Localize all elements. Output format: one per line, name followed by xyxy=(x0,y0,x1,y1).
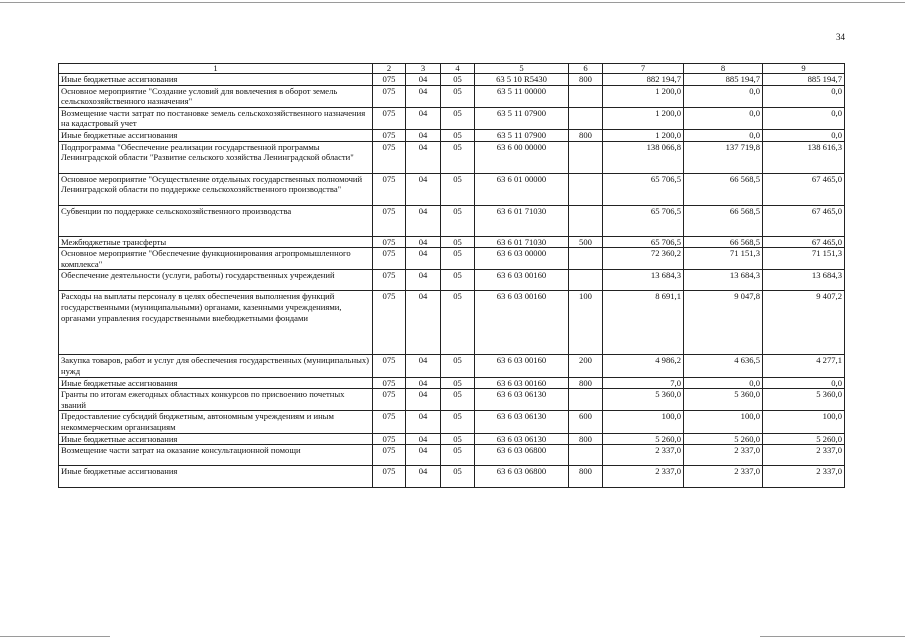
expense-type-cell: 600 xyxy=(569,411,603,433)
amount-year2-cell: 885 194,7 xyxy=(684,74,763,86)
amount-year2-cell: 5 260,0 xyxy=(684,433,763,445)
section-cell: 04 xyxy=(406,85,441,107)
section-cell: 04 xyxy=(406,466,441,488)
amount-year2-cell: 0,0 xyxy=(684,107,763,129)
section-cell: 04 xyxy=(406,411,441,433)
amount-year2-cell: 0,0 xyxy=(684,85,763,107)
amount-year3-cell: 67 465,0 xyxy=(763,236,845,248)
table-row xyxy=(59,466,845,488)
column-header: 3 xyxy=(406,64,441,74)
code-cell: 075 xyxy=(373,141,406,173)
amount-year2-cell: 0,0 xyxy=(684,129,763,141)
row-name-cell: Обеспечение деятельности (услуги, работы) государственных учреждений xyxy=(59,270,373,291)
expense-type-cell xyxy=(569,173,603,205)
amount-year1-cell: 65 706,5 xyxy=(603,236,684,248)
section-cell: 04 xyxy=(406,270,441,291)
table-row xyxy=(59,445,845,466)
section-cell: 04 xyxy=(406,236,441,248)
row-name-cell: Возмещение части затрат по постановке земель сельскохозяйственного назначения на кадастровый учет xyxy=(59,107,373,129)
section-cell: 04 xyxy=(406,355,441,377)
row-name-cell: Подпрограмма "Обеспечение реализации государственной программы Ленинградской области "Развитие сельского хозяйства Ленинградской области" xyxy=(59,141,373,173)
column-header: 9 xyxy=(763,64,845,74)
table-row xyxy=(59,270,845,291)
expense-type-cell xyxy=(569,248,603,270)
target-article-cell: 63 6 00 00000 xyxy=(475,141,569,173)
code-cell: 075 xyxy=(373,248,406,270)
subsection-cell: 05 xyxy=(441,129,475,141)
section-cell: 04 xyxy=(406,74,441,86)
section-cell: 04 xyxy=(406,173,441,205)
code-cell: 075 xyxy=(373,355,406,377)
subsection-cell: 05 xyxy=(441,270,475,291)
amount-year2-cell: 71 151,3 xyxy=(684,248,763,270)
table-row xyxy=(59,173,845,205)
amount-year1-cell: 2 337,0 xyxy=(603,445,684,466)
section-cell: 04 xyxy=(406,107,441,129)
target-article-cell: 63 6 01 71030 xyxy=(475,236,569,248)
amount-year1-cell: 65 706,5 xyxy=(603,205,684,236)
expense-type-cell: 800 xyxy=(569,129,603,141)
code-cell: 075 xyxy=(373,377,406,389)
row-name-cell: Основное мероприятие "Обеспечение функционирования агропромышленного комплекса" xyxy=(59,248,373,270)
amount-year3-cell: 13 684,3 xyxy=(763,270,845,291)
table-row xyxy=(59,291,845,355)
column-header: 2 xyxy=(373,64,406,74)
amount-year2-cell: 5 360,0 xyxy=(684,389,763,411)
table-row xyxy=(59,433,845,445)
code-cell: 075 xyxy=(373,236,406,248)
subsection-cell: 05 xyxy=(441,389,475,411)
page-number: 34 xyxy=(836,32,845,42)
amount-year3-cell: 4 277,1 xyxy=(763,355,845,377)
table-row xyxy=(59,205,845,236)
amount-year1-cell: 1 200,0 xyxy=(603,129,684,141)
table-row xyxy=(59,248,845,270)
amount-year3-cell: 885 194,7 xyxy=(763,74,845,86)
target-article-cell: 63 6 01 71030 xyxy=(475,205,569,236)
row-name-cell: Закупка товаров, работ и услуг для обеспечения государственных (муниципальных) нужд xyxy=(59,355,373,377)
section-cell: 04 xyxy=(406,129,441,141)
scan-edge-bottom-left xyxy=(0,636,110,637)
expense-type-cell xyxy=(569,445,603,466)
section-cell: 04 xyxy=(406,291,441,355)
column-header: 1 xyxy=(59,64,373,74)
amount-year3-cell: 5 260,0 xyxy=(763,433,845,445)
section-cell: 04 xyxy=(406,377,441,389)
target-article-cell: 63 5 11 07900 xyxy=(475,129,569,141)
row-name-cell: Расходы на выплаты персоналу в целях обеспечения выполнения функций государственными (муниципальными) органами, казенными учреждениями, органами управления государственными внебюджетными фондами xyxy=(59,291,373,355)
table-row xyxy=(59,355,845,377)
subsection-cell: 05 xyxy=(441,411,475,433)
target-article-cell: 63 6 01 00000 xyxy=(475,173,569,205)
target-article-cell: 63 5 10 R5430 xyxy=(475,74,569,86)
column-header: 5 xyxy=(475,64,569,74)
subsection-cell: 05 xyxy=(441,74,475,86)
row-name-cell: Субвенции по поддержке сельскохозяйственного производства xyxy=(59,205,373,236)
row-name-cell: Иные бюджетные ассигнования xyxy=(59,377,373,389)
target-article-cell: 63 6 03 00000 xyxy=(475,248,569,270)
amount-year1-cell: 7,0 xyxy=(603,377,684,389)
code-cell: 075 xyxy=(373,411,406,433)
amount-year3-cell: 0,0 xyxy=(763,377,845,389)
amount-year2-cell: 13 684,3 xyxy=(684,270,763,291)
expense-type-cell xyxy=(569,141,603,173)
subsection-cell: 05 xyxy=(441,205,475,236)
target-article-cell: 63 6 03 06130 xyxy=(475,411,569,433)
scan-edge-top xyxy=(0,2,905,3)
amount-year1-cell: 1 200,0 xyxy=(603,107,684,129)
amount-year3-cell: 67 465,0 xyxy=(763,173,845,205)
row-name-cell: Предоставление субсидий бюджетным, автономным учреждениям и иным некоммерческим организациям xyxy=(59,411,373,433)
code-cell: 075 xyxy=(373,466,406,488)
row-name-cell: Гранты по итогам ежегодных областных конкурсов по присвоению почетных званий xyxy=(59,389,373,411)
table-row xyxy=(59,129,845,141)
amount-year3-cell: 9 407,2 xyxy=(763,291,845,355)
code-cell: 075 xyxy=(373,173,406,205)
expense-type-cell: 800 xyxy=(569,377,603,389)
amount-year2-cell: 137 719,8 xyxy=(684,141,763,173)
subsection-cell: 05 xyxy=(441,355,475,377)
section-cell: 04 xyxy=(406,433,441,445)
amount-year3-cell: 0,0 xyxy=(763,85,845,107)
table-row xyxy=(59,236,845,248)
table-row xyxy=(59,74,845,86)
code-cell: 075 xyxy=(373,433,406,445)
subsection-cell: 05 xyxy=(441,445,475,466)
subsection-cell: 05 xyxy=(441,466,475,488)
target-article-cell: 63 5 11 07900 xyxy=(475,107,569,129)
target-article-cell: 63 6 03 00160 xyxy=(475,270,569,291)
amount-year3-cell: 0,0 xyxy=(763,107,845,129)
code-cell: 075 xyxy=(373,445,406,466)
expense-type-cell: 800 xyxy=(569,74,603,86)
row-name-cell: Иные бюджетные ассигнования xyxy=(59,129,373,141)
scan-edge-bottom-right xyxy=(760,636,905,637)
code-cell: 075 xyxy=(373,129,406,141)
subsection-cell: 05 xyxy=(441,433,475,445)
table-row xyxy=(59,85,845,107)
amount-year2-cell: 66 568,5 xyxy=(684,173,763,205)
amount-year2-cell: 100,0 xyxy=(684,411,763,433)
target-article-cell: 63 6 03 00160 xyxy=(475,377,569,389)
subsection-cell: 05 xyxy=(441,236,475,248)
code-cell: 075 xyxy=(373,270,406,291)
section-cell: 04 xyxy=(406,141,441,173)
amount-year1-cell: 8 691,1 xyxy=(603,291,684,355)
subsection-cell: 05 xyxy=(441,291,475,355)
subsection-cell: 05 xyxy=(441,173,475,205)
section-cell: 04 xyxy=(406,205,441,236)
expense-type-cell: 800 xyxy=(569,466,603,488)
expense-type-cell xyxy=(569,85,603,107)
row-name-cell: Межбюджетные трансферты xyxy=(59,236,373,248)
target-article-cell: 63 6 03 06800 xyxy=(475,445,569,466)
code-cell: 075 xyxy=(373,389,406,411)
amount-year1-cell: 5 260,0 xyxy=(603,433,684,445)
amount-year1-cell: 65 706,5 xyxy=(603,173,684,205)
code-cell: 075 xyxy=(373,107,406,129)
target-article-cell: 63 6 03 06130 xyxy=(475,433,569,445)
code-cell: 075 xyxy=(373,85,406,107)
amount-year1-cell: 882 194,7 xyxy=(603,74,684,86)
code-cell: 075 xyxy=(373,291,406,355)
target-article-cell: 63 6 03 06130 xyxy=(475,389,569,411)
target-article-cell: 63 5 11 00000 xyxy=(475,85,569,107)
amount-year1-cell: 138 066,8 xyxy=(603,141,684,173)
target-article-cell: 63 6 03 00160 xyxy=(475,355,569,377)
expense-type-cell xyxy=(569,270,603,291)
column-number-header-row xyxy=(59,64,845,74)
amount-year1-cell: 4 986,2 xyxy=(603,355,684,377)
amount-year2-cell: 9 047,8 xyxy=(684,291,763,355)
amount-year2-cell: 0,0 xyxy=(684,377,763,389)
column-header: 6 xyxy=(569,64,603,74)
column-header: 7 xyxy=(603,64,684,74)
expense-type-cell xyxy=(569,205,603,236)
amount-year3-cell: 5 360,0 xyxy=(763,389,845,411)
subsection-cell: 05 xyxy=(441,141,475,173)
expense-type-cell xyxy=(569,107,603,129)
subsection-cell: 05 xyxy=(441,107,475,129)
subsection-cell: 05 xyxy=(441,377,475,389)
amount-year1-cell: 72 360,2 xyxy=(603,248,684,270)
amount-year1-cell: 13 684,3 xyxy=(603,270,684,291)
section-cell: 04 xyxy=(406,389,441,411)
amount-year3-cell: 71 151,3 xyxy=(763,248,845,270)
budget-table xyxy=(58,63,845,488)
code-cell: 075 xyxy=(373,74,406,86)
section-cell: 04 xyxy=(406,248,441,270)
code-cell: 075 xyxy=(373,205,406,236)
column-header: 8 xyxy=(684,64,763,74)
amount-year2-cell: 4 636,5 xyxy=(684,355,763,377)
row-name-cell: Основное мероприятие "Создание условий для вовлечения в оборот земель сельскохозяйственного назначения" xyxy=(59,85,373,107)
amount-year2-cell: 2 337,0 xyxy=(684,466,763,488)
amount-year3-cell: 67 465,0 xyxy=(763,205,845,236)
row-name-cell: Возмещение части затрат на оказание консультационной помощи xyxy=(59,445,373,466)
amount-year2-cell: 66 568,5 xyxy=(684,236,763,248)
expense-type-cell: 200 xyxy=(569,355,603,377)
amount-year1-cell: 1 200,0 xyxy=(603,85,684,107)
table-row xyxy=(59,377,845,389)
target-article-cell: 63 6 03 06800 xyxy=(475,466,569,488)
amount-year1-cell: 100,0 xyxy=(603,411,684,433)
amount-year2-cell: 2 337,0 xyxy=(684,445,763,466)
expense-type-cell: 100 xyxy=(569,291,603,355)
amount-year3-cell: 2 337,0 xyxy=(763,466,845,488)
amount-year3-cell: 2 337,0 xyxy=(763,445,845,466)
amount-year1-cell: 5 360,0 xyxy=(603,389,684,411)
column-header: 4 xyxy=(441,64,475,74)
amount-year1-cell: 2 337,0 xyxy=(603,466,684,488)
amount-year3-cell: 138 616,3 xyxy=(763,141,845,173)
row-name-cell: Основное мероприятие "Осуществление отдельных государственных полномочий Ленинградской области по поддержке сельскохозяйственного производства" xyxy=(59,173,373,205)
expense-type-cell xyxy=(569,389,603,411)
expense-type-cell: 500 xyxy=(569,236,603,248)
row-name-cell: Иные бюджетные ассигнования xyxy=(59,74,373,86)
table-row xyxy=(59,389,845,411)
table-row xyxy=(59,107,845,129)
target-article-cell: 63 6 03 00160 xyxy=(475,291,569,355)
row-name-cell: Иные бюджетные ассигнования xyxy=(59,433,373,445)
subsection-cell: 05 xyxy=(441,248,475,270)
amount-year3-cell: 0,0 xyxy=(763,129,845,141)
amount-year3-cell: 100,0 xyxy=(763,411,845,433)
amount-year2-cell: 66 568,5 xyxy=(684,205,763,236)
section-cell: 04 xyxy=(406,445,441,466)
table-row xyxy=(59,141,845,173)
subsection-cell: 05 xyxy=(441,85,475,107)
expense-type-cell: 800 xyxy=(569,433,603,445)
table-row xyxy=(59,411,845,433)
row-name-cell: Иные бюджетные ассигнования xyxy=(59,466,373,488)
